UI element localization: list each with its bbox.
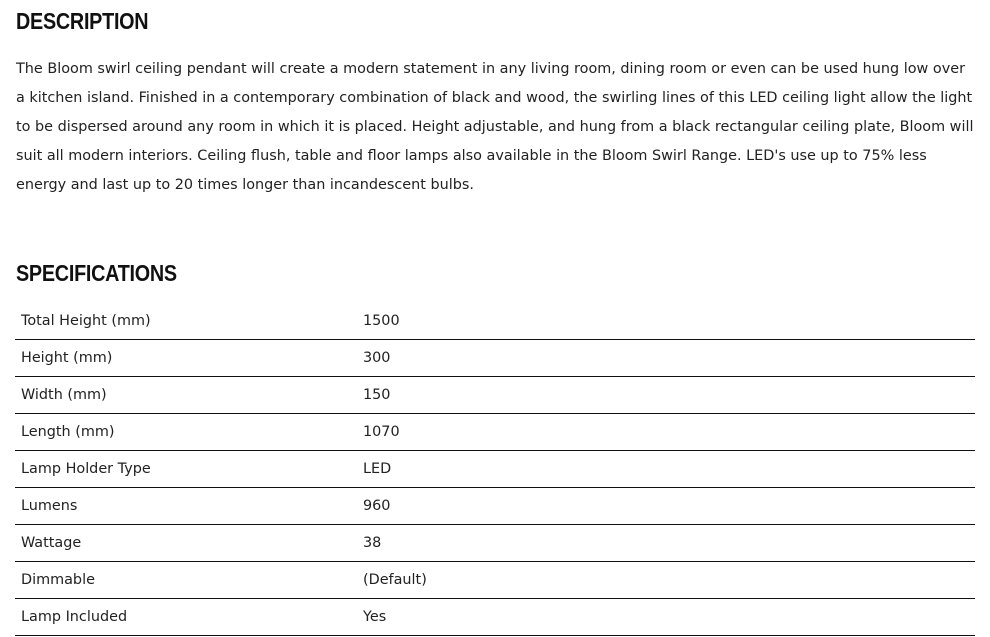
spec-value: 38: [357, 525, 975, 562]
spec-label: Width (mm): [15, 377, 357, 414]
table-row: [15, 451, 975, 488]
description-text: The Bloom swirl ceiling pendant will create a modern statement in any living room, dining room or even can be used hung low over a kitchen island. Finished in a contemporary combination of black and wood, the swirling lines of this LED ceiling light allow the light to be dispersed around any room in which it is placed. Height adjustable, and hung from a black rectangular ceiling plate, Bloom will suit all modern interiors. Ceiling flush, table and floor lamps also available in the Bloom Swirl Range. LED's use up to 75% less energy and last up to 20 times longer than incandescent bulbs.: [16, 61, 974, 193]
spec-label: Wattage: [15, 525, 357, 562]
description-heading: DESCRIPTION: [16, 8, 149, 34]
spec-value: 1070: [357, 414, 975, 451]
table-row: [15, 414, 975, 451]
table-row: [15, 377, 975, 414]
table-row: [15, 562, 975, 599]
spec-label: Lumens: [15, 488, 357, 525]
spec-value: 960: [357, 488, 975, 525]
table-row: [15, 488, 975, 525]
table-row: [15, 340, 975, 377]
table-row: [15, 525, 975, 562]
specifications-table: [15, 303, 975, 636]
spec-label: Total Height (mm): [15, 303, 357, 340]
spec-value: LED: [357, 451, 975, 488]
spec-label: Height (mm): [15, 340, 357, 377]
spec-label: Dimmable: [15, 562, 357, 599]
spec-value: 150: [357, 377, 975, 414]
spec-value: (Default): [357, 562, 975, 599]
table-row: [15, 599, 975, 636]
spec-value: 1500: [357, 303, 975, 340]
spec-label: Length (mm): [15, 414, 357, 451]
spec-label: Lamp Holder Type: [15, 451, 357, 488]
table-row: [15, 303, 975, 340]
spec-value: 300: [357, 340, 975, 377]
spec-label: Lamp Included: [15, 599, 357, 636]
specifications-heading: SPECIFICATIONS: [16, 260, 177, 286]
spec-value: Yes: [357, 599, 975, 636]
